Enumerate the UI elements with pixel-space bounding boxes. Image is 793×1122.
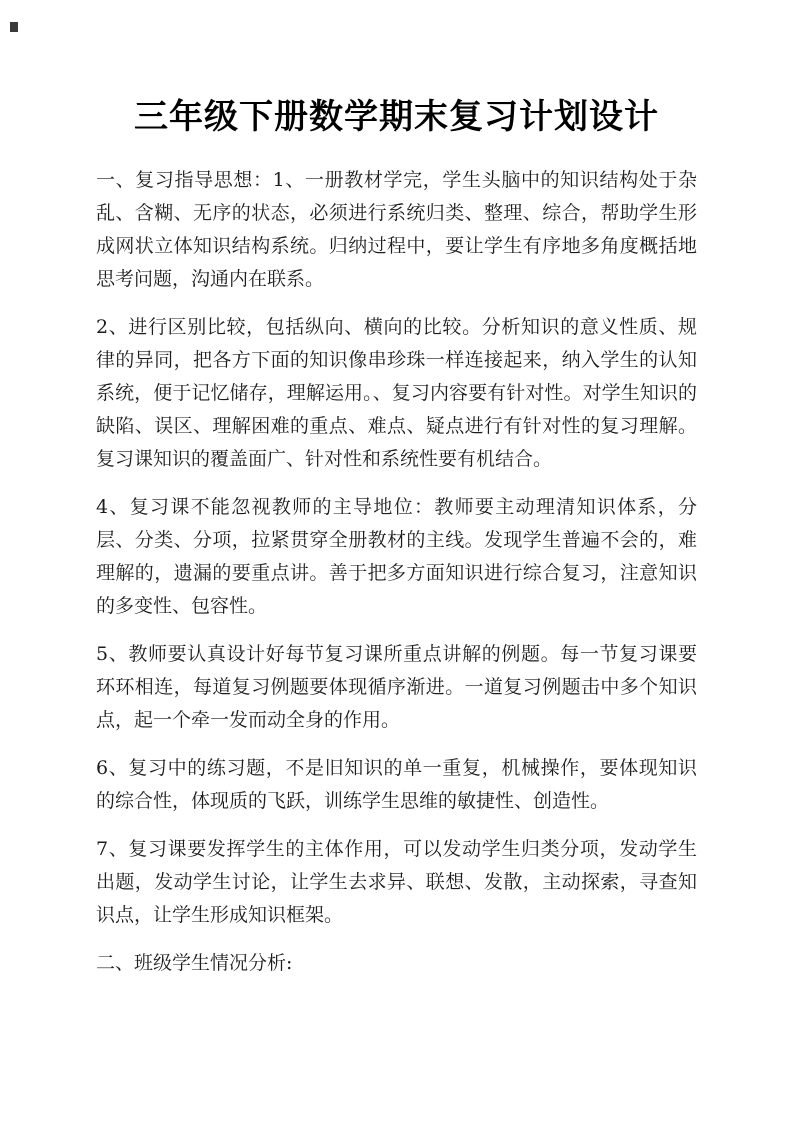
paragraph-point-2: 2、进行区别比较，包括纵向、横向的比较。分析知识的意义性质、规律的异同，把各方下面的知识像串珍珠一样连接起来，纳入学生的认知系统，便于记忆储存，理解运用。、复习内容要有针对性。对学生知识的缺陷、误区、理解困难的重点、难点、疑点进行有针对性的复习理解。复习课知识的覆盖面广、针对性和系统性要有机结合。 <box>96 316 697 470</box>
document-title: 三年级下册数学期末复习计划设计 <box>134 97 659 137</box>
paragraph-point-7: 7、复习课要发挥学生的主体作用，可以发动学生归类分项，发动学生出题，发动学生讨论，让学生去求异、联想、发散，主动探索，寻查知识点，让学生形成知识框架。 <box>96 838 697 926</box>
paragraph-class-analysis-heading: 二、班级学生情况分析: <box>96 952 293 974</box>
paragraph-point-4: 4、复习课不能忽视教师的主导地位：教师要主动理清知识体系，分层、分类、分项，拉紧贯穿全册教材的主线。发现学生普遍不会的，难理解的，遗漏的要重点讲。善于把多方面知识进行综合复习，注意知识的多变性、包容性。 <box>96 496 697 617</box>
paragraph-point-5: 5、教师要认真设计好每节复习课所重点讲解的例题。每一节复习课要环环相连，每道复习例题要体现循序渐进。一道复习例题击中多个知识点，起一个牵一发而动全身的作用。 <box>96 643 697 731</box>
page-corner-mark <box>10 22 18 32</box>
document-body <box>96 164 697 980</box>
paragraph-point-6: 6、复习中的练习题，不是旧知识的单一重复，机械操作，要体现知识的综合性，体现质的飞跃，训练学生思维的敏捷性、创造性。 <box>96 757 697 812</box>
paragraph-guiding-ideology: 一、复习指导思想：1、一册教材学完，学生头脑中的知识结构处于杂乱、含糊、无序的状态，必须进行系统归类、整理、综合，帮助学生形成网状立体知识结构系统。归纳过程中，要让学生有序地多角度概括地思考问题，沟通内在联系。 <box>96 169 697 290</box>
